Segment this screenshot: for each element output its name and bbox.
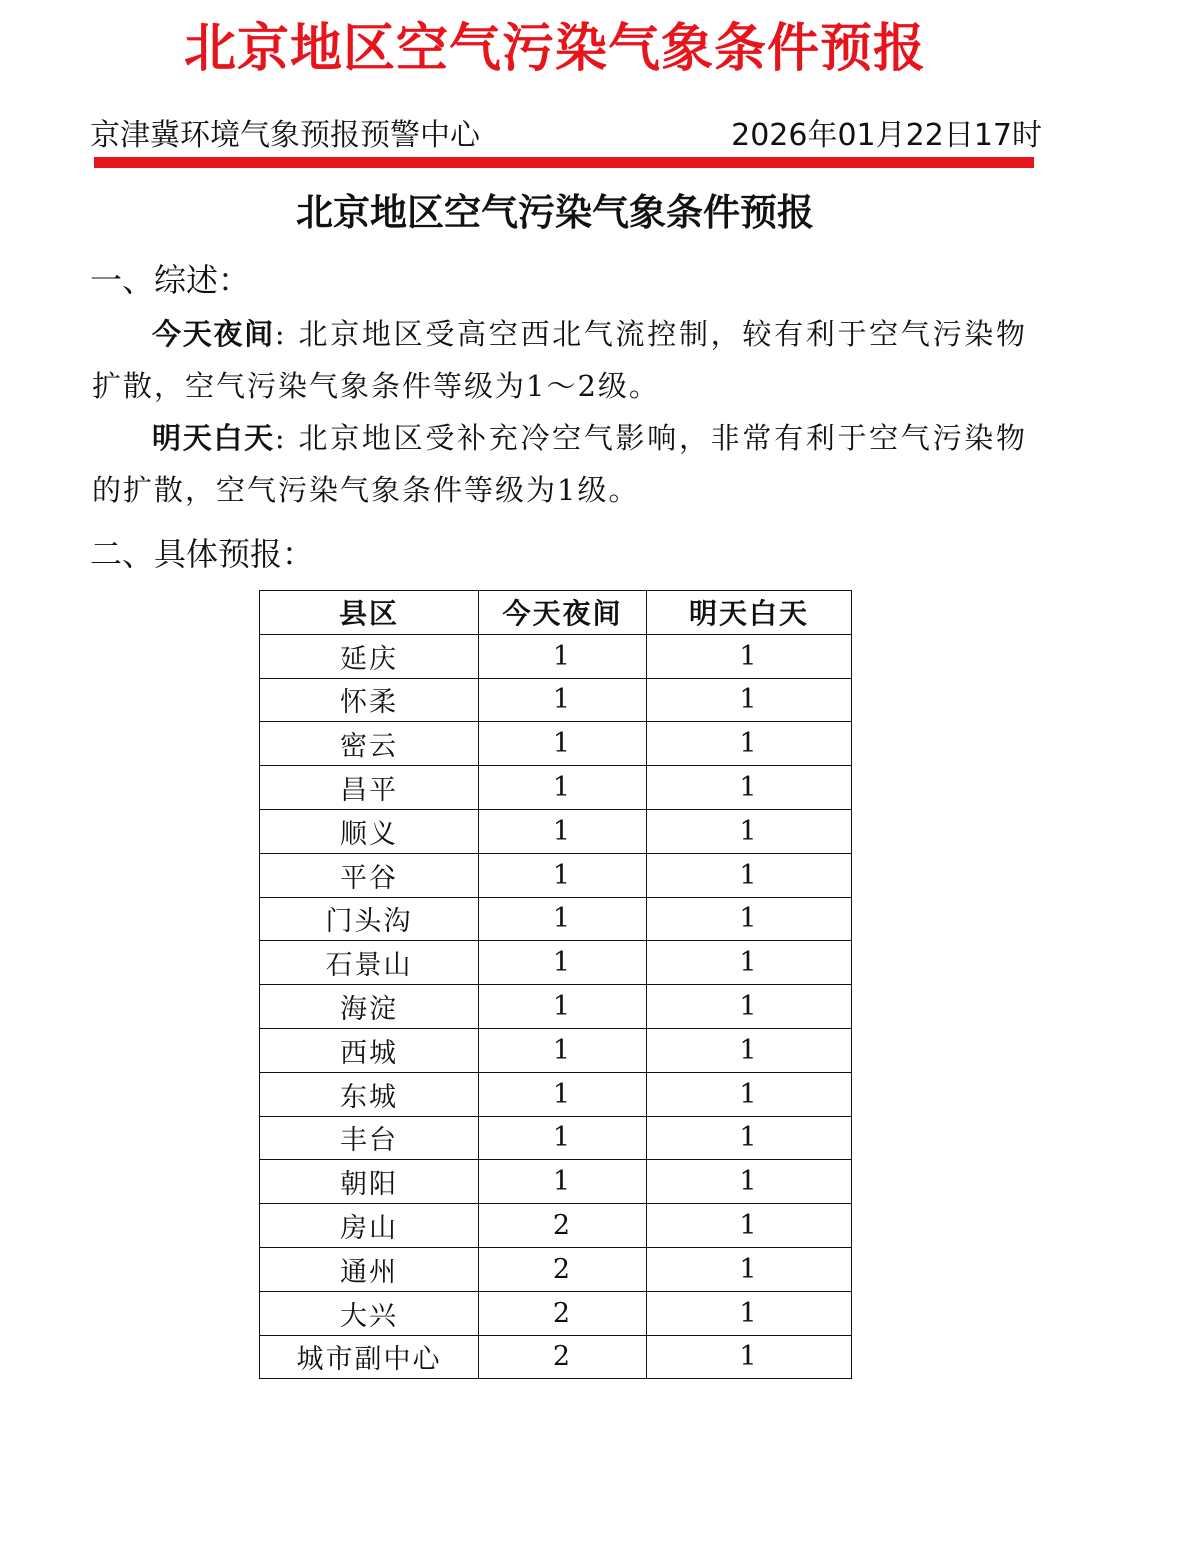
district-cell: 西城 [260,1028,479,1072]
tomorrow-level-cell: 1 [647,985,852,1029]
tonight-text: : 北京地区受高空西北气流控制，较有利于空气污染物扩散，空气污染气象条件等级为1～2级。 [92,317,1027,403]
tonight-level-cell: 1 [479,897,647,941]
district-cell: 丰台 [260,1116,479,1160]
table-row [260,897,852,941]
district-cell: 平谷 [260,853,479,897]
tonight-level-cell: 1 [479,809,647,853]
tomorrow-level-cell: 1 [647,1116,852,1160]
tomorrow-level-cell: 1 [647,1072,852,1116]
table-row [260,678,852,722]
district-cell: 延庆 [260,634,479,678]
section-detail-heading: 二、具体预报： [90,535,315,573]
tonight-level-cell: 1 [479,1028,647,1072]
district-cell: 朝阳 [260,1160,479,1204]
forecast-table [259,590,852,1379]
issuer-name: 京津冀环境气象预报预警中心 [90,118,480,153]
tomorrow-level-cell: 1 [647,678,852,722]
header-district: 县区 [260,591,479,635]
table-row [260,1204,852,1248]
tomorrow-level-cell: 1 [647,766,852,810]
tomorrow-level-cell: 1 [647,1247,852,1291]
district-cell: 昌平 [260,766,479,810]
red-divider [94,157,1034,168]
table-row [260,809,852,853]
table-row [260,1335,852,1379]
tonight-level-cell: 1 [479,722,647,766]
district-cell: 房山 [260,1204,479,1248]
tomorrow-level-cell: 1 [647,1291,852,1335]
tomorrow-level-cell: 1 [647,1335,852,1379]
district-cell: 密云 [260,722,479,766]
tomorrow-level-cell: 1 [647,897,852,941]
tonight-paragraph [92,308,1027,412]
tomorrow-label: 明天白天 [152,421,275,455]
table-row [260,1247,852,1291]
table-row [260,722,852,766]
table-row [260,1072,852,1116]
tonight-level-cell: 1 [479,853,647,897]
tonight-level-cell: 1 [479,1072,647,1116]
table-row [260,941,852,985]
table-row [260,985,852,1029]
tonight-level-cell: 1 [479,1116,647,1160]
tonight-level-cell: 2 [479,1335,647,1379]
district-cell: 海淀 [260,985,479,1029]
district-cell: 怀柔 [260,678,479,722]
district-cell: 顺义 [260,809,479,853]
district-cell: 大兴 [260,1291,479,1335]
tonight-level-cell: 2 [479,1204,647,1248]
tomorrow-paragraph [92,412,1027,516]
tonight-level-cell: 1 [479,766,647,810]
tonight-level-cell: 1 [479,1160,647,1204]
table-row [260,1160,852,1204]
tonight-level-cell: 1 [479,634,647,678]
tomorrow-level-cell: 1 [647,1204,852,1248]
tonight-level-cell: 2 [479,1247,647,1291]
tomorrow-text: : 北京地区受补充冷空气影响，非常有利于空气污染物的扩散，空气污染气象条件等级为1级。 [92,421,1027,507]
issue-time: 2026年01月22日17时 [731,118,1042,153]
district-cell: 门头沟 [260,897,479,941]
tomorrow-level-cell: 1 [647,1028,852,1072]
header-tomorrow: 明天白天 [647,591,852,635]
tomorrow-level-cell: 1 [647,634,852,678]
document-title: 北京地区空气污染气象条件预报 [296,191,814,234]
table-row [260,766,852,810]
table-row [260,1028,852,1072]
district-cell: 通州 [260,1247,479,1291]
banner-title: 北京地区空气污染气象条件预报 [183,19,926,79]
table-row [260,1291,852,1335]
tonight-label: 今天夜间 [152,317,275,351]
section-summary-heading: 一、综述： [90,261,251,299]
tonight-level-cell: 1 [479,985,647,1029]
table-row [260,853,852,897]
table-row [260,634,852,678]
tomorrow-level-cell: 1 [647,941,852,985]
district-cell: 东城 [260,1072,479,1116]
district-cell: 城市副中心 [260,1335,479,1379]
tomorrow-level-cell: 1 [647,853,852,897]
table-row [260,1116,852,1160]
tomorrow-level-cell: 1 [647,809,852,853]
tomorrow-level-cell: 1 [647,722,852,766]
tonight-level-cell: 2 [479,1291,647,1335]
header-tonight: 今天夜间 [479,591,647,635]
tonight-level-cell: 1 [479,941,647,985]
table-header-row [260,591,852,635]
district-cell: 石景山 [260,941,479,985]
tonight-level-cell: 1 [479,678,647,722]
tomorrow-level-cell: 1 [647,1160,852,1204]
